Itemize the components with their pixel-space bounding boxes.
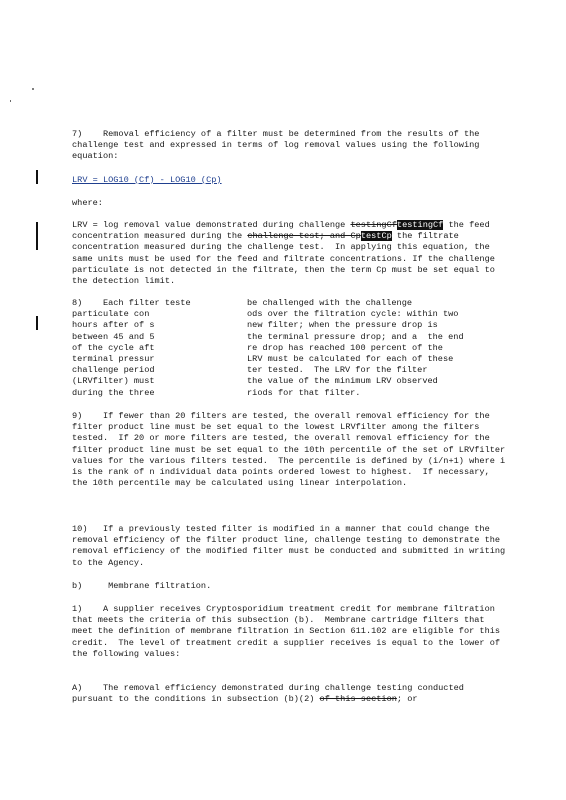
revision-bar — [36, 222, 38, 250]
revision-bar — [36, 316, 38, 330]
paragraph-A: A) The removal efficiency demonstrated during challenge testing conducted pursuant to the conditions in subsection (b)(2) of this section; or — [72, 683, 470, 705]
subsection-b-heading: b) Membrane filtration. — [72, 581, 212, 591]
paragraph-8-right-column: be challenged with the challenge ods over the filtration cycle: within two new filter; when the pressure drop is the terminal pressure drop; and a the end re drop has reached 100 percent of the LRV must be calculated for each of these ter tested. The LRV for the filter the value of the minimum LRV observed riods for that filter. — [247, 298, 464, 398]
scan-speck — [10, 100, 11, 102]
paragraph-8-left-column: 8) Each filter teste particulate con hours after of s between 45 and 5 of the cycle aft terminal pressur challenge period (LRVfilter) must during the three — [72, 298, 191, 398]
definition-paragraph: LRV = log removal value demonstrated during challenge testingCftestingCf the feed concentration measured during the challenge test; and CptestCp the filtrate concentration measured during the challenge test. In applying this equation, the same units must be used for the feed and filtrate concentrations. If the challenge particulate is not detected in the filtrate, then the term Cp must be set equal to the detection limit. — [72, 220, 501, 287]
paragraph-7: 7) Removal efficiency of a filter must be determined from the results of the challenge test and expressed in terms of log removal values using the following equation: — [72, 129, 485, 162]
paragraph-9: 9) If fewer than 20 filters are tested, the overall removal efficiency for the filter product line must be set equal to the lowest LRVfilter among the filters tested. If 20 or more filters are tested, the overall removal efficiency for the filter product line must be set equal to the 10th percentile of the set of LRVfilter values for the various filters tested. The percentile is defined by (i/n+1) where i is the rank of n individual data points ordered lowest to highest. If necessary, the 10th percentile may be calculated using linear interpolation. — [72, 411, 511, 489]
scan-speck — [32, 88, 34, 90]
revision-bar — [36, 170, 38, 184]
paragraph-1: 1) A supplier receives Cryptosporidium treatment credit for membrane filtration that meets the criteria of this subsection (b). Membrane cartridge filters that meet the definition of membrane filtration in Section 611.102 are eligible for this credit. The level of treatment credit a supplier receives is equal to the lower of the following values: — [72, 604, 506, 659]
equation: LRV = LOG10 (Cf) - LOG10 (Cp) — [72, 175, 222, 185]
paragraph-8 — [72, 298, 508, 404]
paragraph-10: 10) If a previously tested filter is modified in a manner that could change the removal efficiency of the filter product line, challenge testing to demonstrate the removal efficiency of the modified filter must be conducted and submitted in writing to the Agency. — [72, 524, 511, 568]
where-label: where: — [72, 198, 103, 208]
